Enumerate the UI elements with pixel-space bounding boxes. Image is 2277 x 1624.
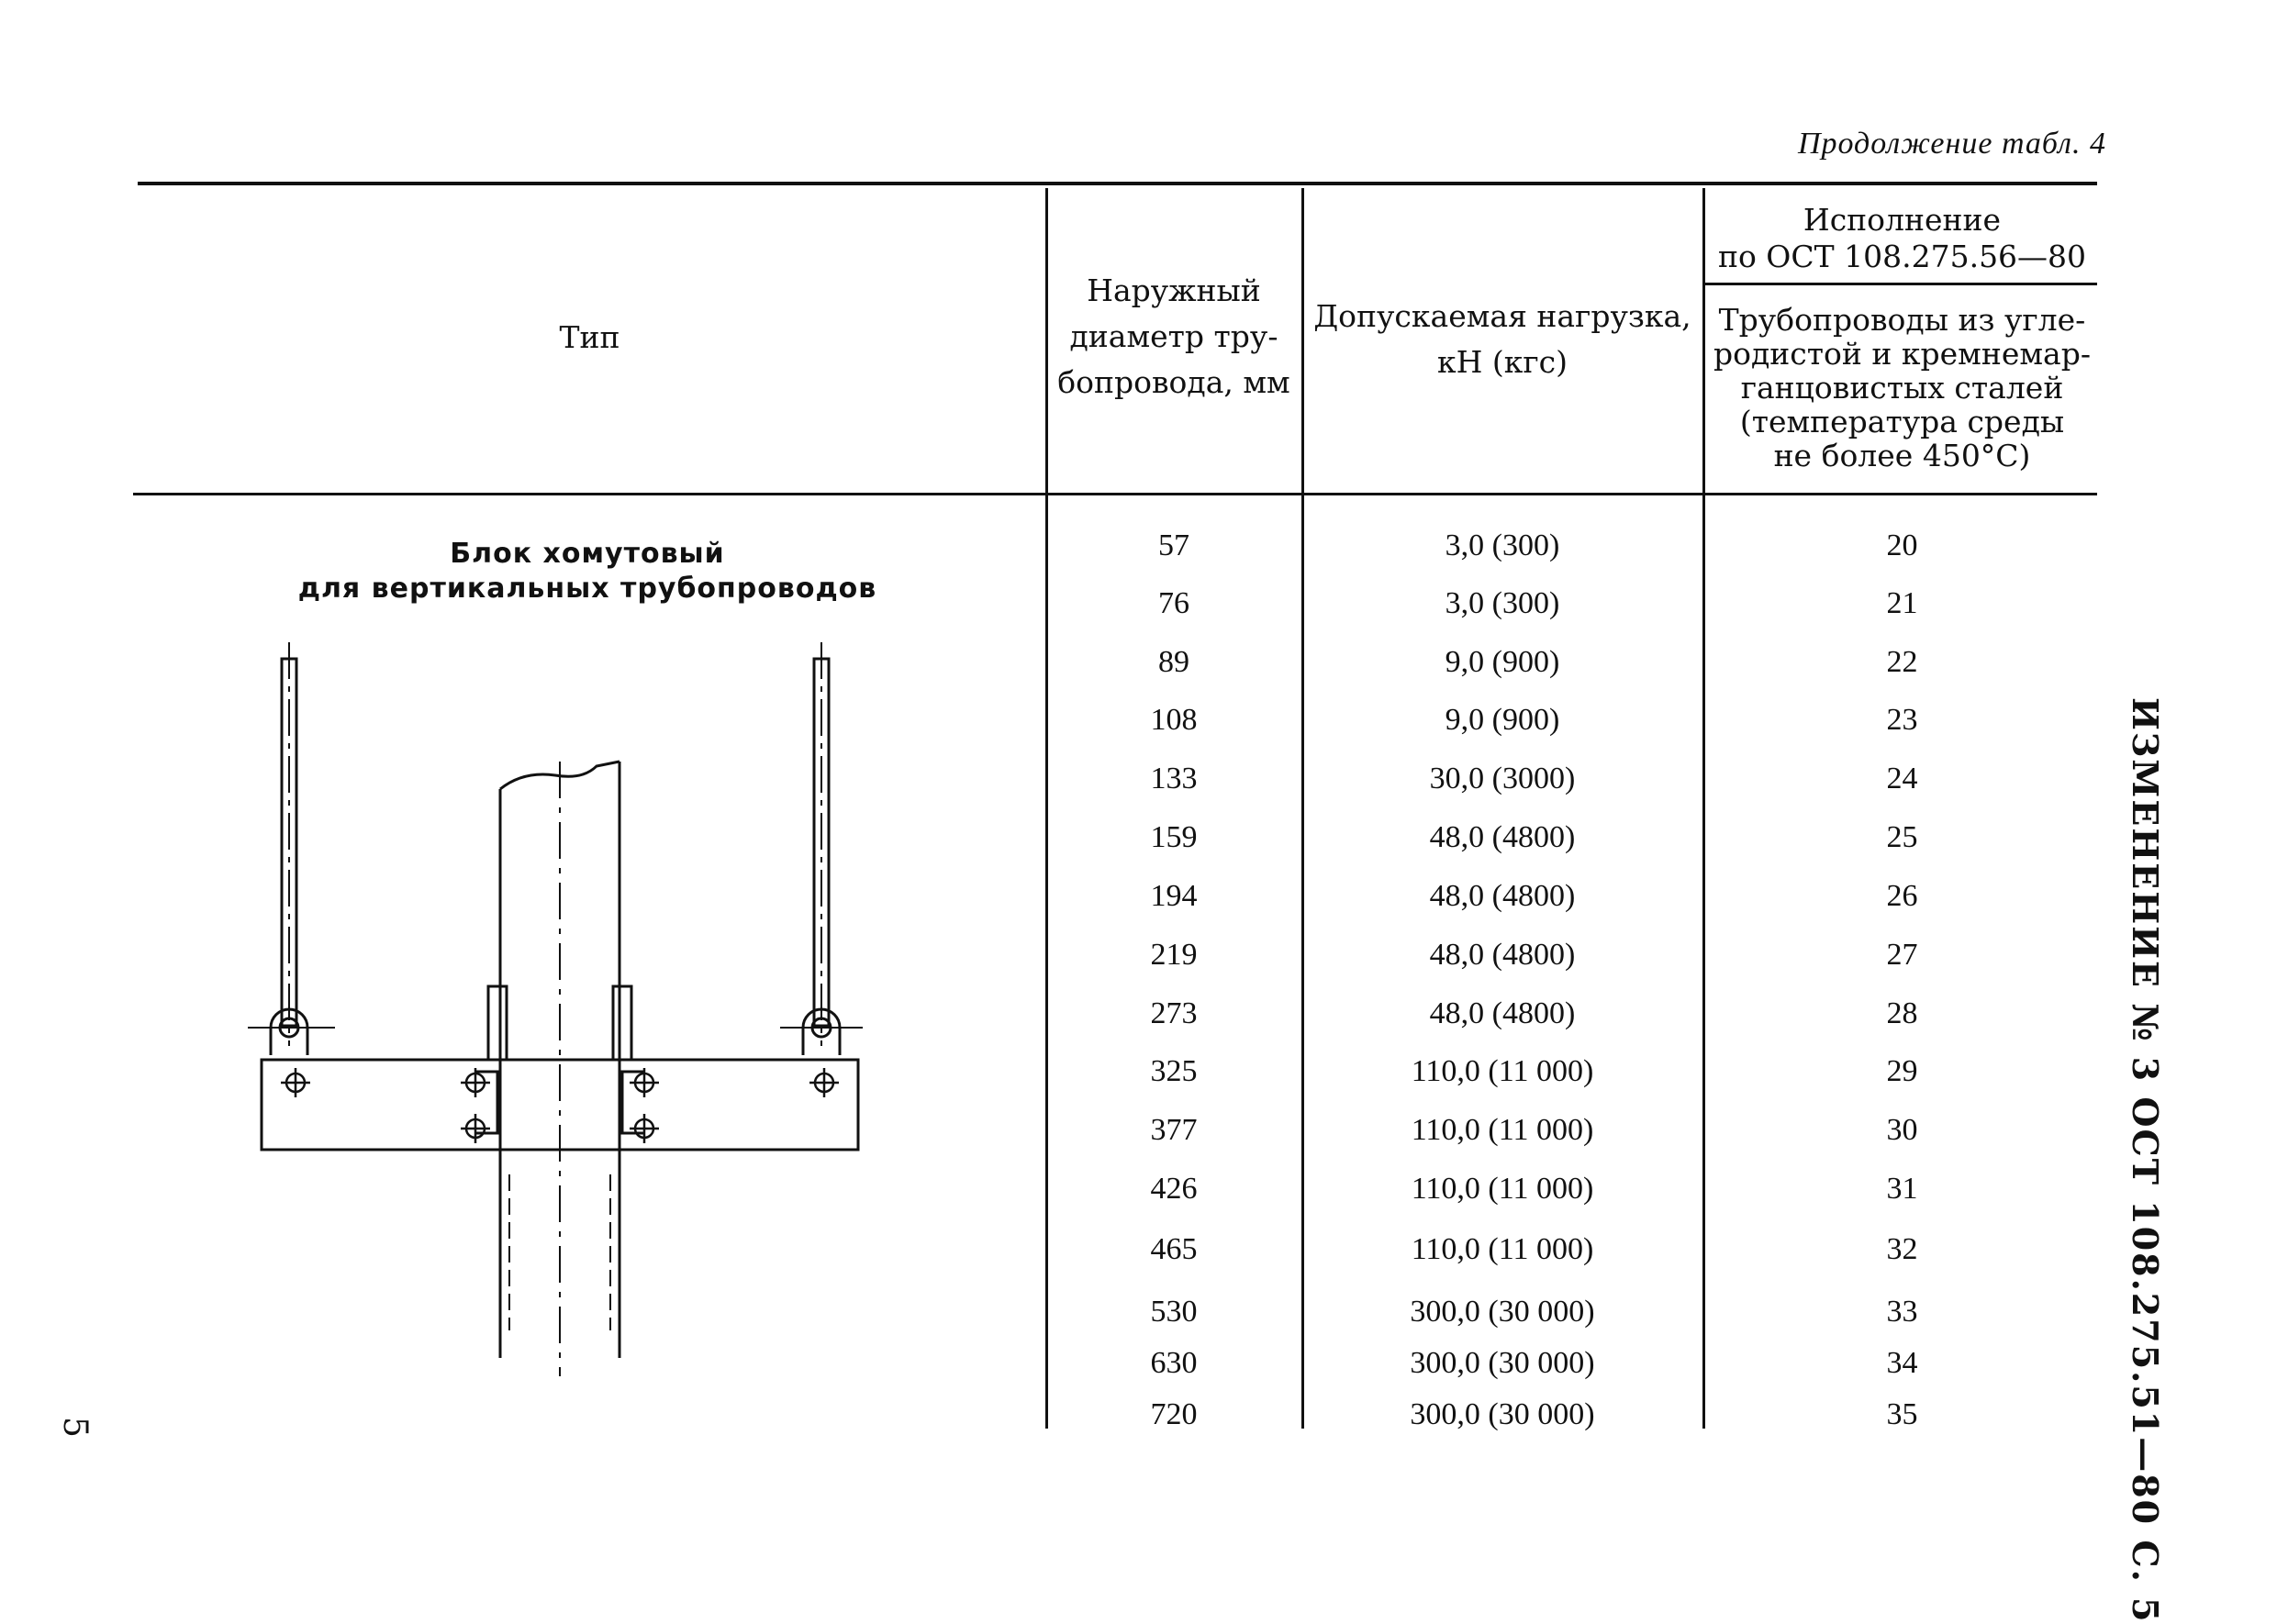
cell-load: 300,0 (30 000) [1410,1397,1595,1431]
left-lug [248,1009,335,1055]
cell-execution: 25 [1886,820,1918,854]
vertical-pipe [500,762,619,1376]
cell-load: 110,0 (11 000) [1411,1172,1594,1206]
cell-load: 3,0 (300) [1445,586,1560,620]
cell-execution: 33 [1886,1295,1918,1329]
cell-load: 48,0 (4800) [1429,996,1576,1030]
cell-diameter: 530 [1150,1295,1198,1329]
header-diameter-line-3: бопровода, мм [1057,364,1290,400]
header-load-line-2: кН (кгс) [1436,344,1568,380]
column-divider-3 [1702,188,1705,1429]
block-title-line-1: Блок хомутовый [450,538,725,570]
cell-diameter: 377 [1150,1113,1198,1147]
cell-diameter: 465 [1150,1232,1198,1266]
cell-load: 110,0 (11 000) [1411,1054,1594,1088]
header-load-line-1: Допускаемая нагрузка, [1313,298,1691,334]
cell-load: 30,0 (3000) [1429,762,1576,795]
table-continuation-label: Продолжение табл. 4 [1797,127,2106,161]
left-clamp-ear [488,986,507,1060]
cell-execution: 30 [1886,1113,1918,1147]
cell-diameter: 720 [1150,1397,1198,1431]
cell-diameter: 630 [1150,1346,1198,1380]
header-execution-sub [1707,303,2097,473]
column-divider-2 [1301,188,1304,1429]
block-title [147,537,1028,606]
cell-execution: 22 [1886,645,1918,679]
header-execution-sub-line-1: Трубопроводы из угле- [1718,302,2086,338]
cell-execution: 20 [1886,528,1918,562]
header-execution-sub-line-4: (температура среды [1739,404,2065,439]
right-rod [814,642,829,1046]
header-execution-line-2: по ОСТ 108.275.56—80 [1717,239,2087,274]
column-divider-1 [1045,188,1048,1429]
cell-execution: 32 [1886,1232,1918,1266]
cell-load: 110,0 (11 000) [1411,1113,1594,1147]
block-title-line-2: для вертикальных трубопроводов [297,573,877,605]
cell-execution: 31 [1886,1172,1918,1206]
execution-header-divider [1705,283,2097,285]
header-execution-sub-line-3: ганцовистых сталей [1740,370,2064,406]
header-type-label: Тип [559,319,620,355]
cell-diameter: 426 [1150,1172,1198,1206]
cell-diameter: 273 [1150,996,1198,1030]
table-top-rule [138,182,2097,185]
header-diameter-line-2: диаметр тру- [1069,318,1278,354]
cell-execution: 21 [1886,586,1918,620]
header-type [138,319,1042,356]
cell-diameter: 133 [1150,762,1198,795]
cell-execution: 28 [1886,996,1918,1030]
left-rod [282,642,296,1046]
header-execution-line-1: Исполнение [1803,202,2002,238]
cell-execution: 27 [1886,938,1918,972]
header-diameter-line-1: Наружный [1087,273,1261,308]
cell-execution: 23 [1886,703,1918,737]
right-clamp-ear [613,986,631,1060]
header-bottom-rule [133,493,2097,495]
cell-diameter: 57 [1158,528,1189,562]
cell-diameter: 325 [1150,1054,1198,1088]
cell-load: 3,0 (300) [1445,528,1560,562]
cell-load: 48,0 (4800) [1429,820,1576,854]
page-number: 5 [55,1417,94,1438]
cell-diameter: 194 [1150,879,1198,913]
cell-execution: 26 [1886,879,1918,913]
header-load [1305,294,1700,385]
cell-load: 48,0 (4800) [1429,879,1576,913]
header-diameter [1049,268,1299,406]
cell-diameter: 159 [1150,820,1198,854]
cell-load: 300,0 (30 000) [1410,1346,1595,1380]
cell-execution: 29 [1886,1054,1918,1088]
header-execution-sub-line-5: не более 450°С) [1773,438,2031,473]
cell-execution: 34 [1886,1346,1918,1380]
cell-diameter: 89 [1158,645,1189,679]
cell-load: 300,0 (30 000) [1410,1295,1595,1329]
header-execution-sub-line-2: родистой и кремнемар- [1713,336,2091,372]
cell-load: 9,0 (900) [1445,645,1560,679]
header-execution [1707,202,2097,275]
clamp-block-drawing [229,633,890,1395]
cell-load: 48,0 (4800) [1429,938,1576,972]
cell-execution: 35 [1886,1397,1918,1431]
cell-execution: 24 [1886,762,1918,795]
side-document-label: ИЗМЕНЕНИЕ № 3 ОСТ 108.275.51—80 С. 5 [2125,697,2166,1624]
cell-diameter: 108 [1150,703,1198,737]
cell-diameter: 219 [1150,938,1198,972]
cell-load: 110,0 (11 000) [1411,1232,1594,1266]
left-strap-plate [475,1072,497,1133]
cell-diameter: 76 [1158,586,1189,620]
cell-load: 9,0 (900) [1445,703,1560,737]
right-strap-plate [622,1072,644,1133]
